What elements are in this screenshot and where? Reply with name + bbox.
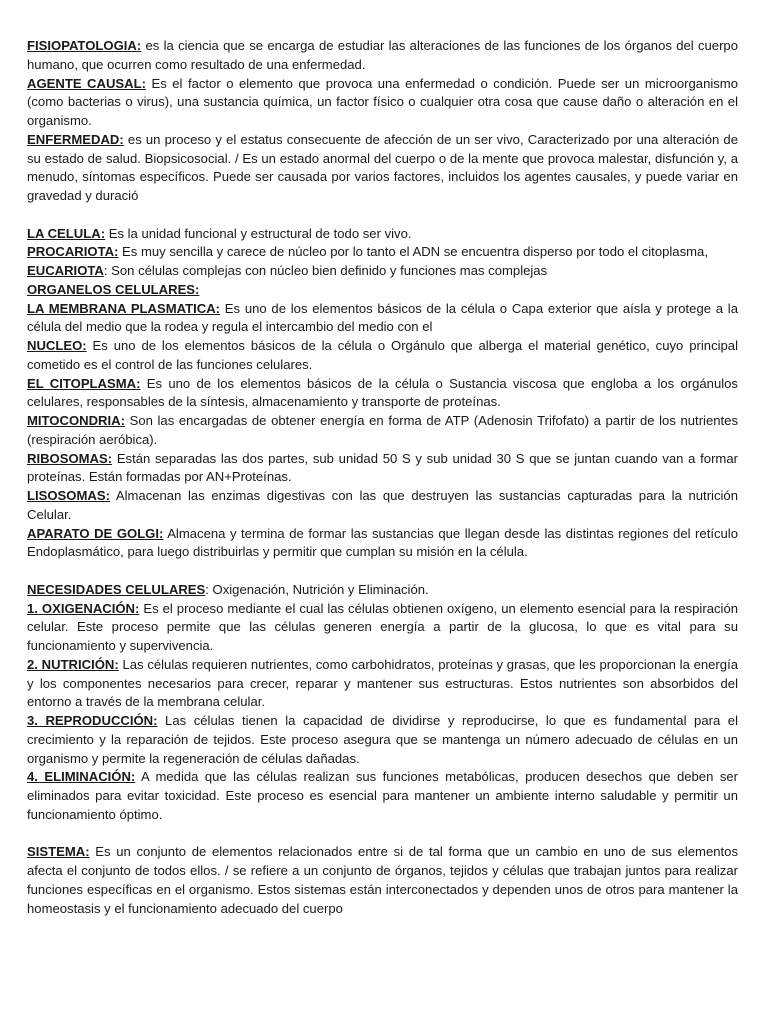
term-heading-agente-causal: AGENTE CAUSAL: bbox=[27, 75, 146, 91]
term-heading-citoplasma: EL CITOPLASMA: bbox=[27, 375, 141, 391]
paragraph-procariota bbox=[27, 243, 738, 262]
paragraph-aparato-de-golgi bbox=[27, 525, 738, 563]
term-heading-lisosomas: LISOSOMAS: bbox=[27, 488, 110, 503]
term-heading-mitocondria: MITOCONDRIA: bbox=[27, 413, 125, 428]
definition-text-membrana-plasmatica: Es uno de los elementos básicos de la célula o Capa exterior que aísla y protege a la célula del medio que la rodea y regula el intercambio del medio con el bbox=[27, 300, 738, 335]
paragraph-reproduccion bbox=[27, 712, 738, 768]
definition-text-agente-causal: Es el factor o elemento que provoca una enfermedad o condición. Puede ser un microorganismo (como bacterias o virus), una sustancia química, un factor físico o cualquier otra cosa que cause daño o alteración en el organismo. bbox=[27, 75, 738, 128]
term-heading-reproduccion: 3. REPRODUCCIÓN: bbox=[27, 713, 158, 728]
paragraph-lisosomas bbox=[27, 487, 738, 525]
definition-text-mitocondria: Son las encargadas de obtener energía en forma de ATP (Adenosin Trifofato) a partir de los nutrientes (respiración aeróbica). bbox=[27, 413, 738, 447]
definition-text-nucleo: Es uno de los elementos básicos de la célula o Orgánulo que alberga el material genético, cuyo principal cometido es el control de las funciones celulares. bbox=[27, 338, 738, 372]
paragraph-spacer bbox=[27, 562, 738, 581]
term-heading-la-celula: LA CELULA: bbox=[27, 225, 106, 241]
definition-text-la-celula: Es la unidad funcional y estructural de todo ser vivo. bbox=[105, 225, 412, 241]
document-body bbox=[27, 37, 738, 918]
paragraph-agente-causal bbox=[27, 75, 738, 131]
paragraph-nutricion bbox=[27, 656, 738, 712]
definition-text-enfermedad: es un proceso y el estatus consecuente de afección de un ser vivo, Caracterizado por una alteración de su estado de salud. Biopsicosocial. / Es un estado anormal del cuerpo o de la mente que provoca malestar, disfunción y, a menudo, síntomas específicos. Puede ser causada por varios factores, incluidos los agentes causales, y puede variar en gravedad y duració bbox=[27, 131, 738, 203]
paragraph-eliminacion bbox=[27, 768, 738, 824]
definition-text-sistema: Es un conjunto de elementos relacionados entre si de tal forma que un cambio en uno de sus elementos afecta el conjunto de todos ellos. / se refiere a un conjunto de órganos, tejidos y células que trabajan juntos para realizar funciones específicas en el organismo. Estos sistemas están interconectados y dependen unos de otros para mantener la homeostasis y el funcionamiento adecuado del cuerpo bbox=[27, 844, 738, 916]
paragraph-spacer bbox=[27, 825, 738, 844]
term-heading-enfermedad: ENFERMEDAD: bbox=[27, 131, 124, 147]
paragraph-oxigenacion bbox=[27, 600, 738, 656]
term-heading-nutricion: 2. NUTRICIÓN: bbox=[27, 656, 119, 672]
definition-text-lisosomas: Almacenan las enzimas digestivas con las que destruyen las sustancias capturadas para la nutrición Celular. bbox=[27, 488, 738, 522]
paragraph-sistema bbox=[27, 843, 738, 918]
definition-text-nutricion: Las células requieren nutrientes, como carbohidratos, proteínas y grasas, que les proporcionan la energía y los componentes necesarios para crecer, reparar y mantener sus estructuras. Estos nutrientes son absorbidos del entorno a través de la membrana celular. bbox=[27, 656, 738, 710]
definition-text-aparato-de-golgi: Almacena y termina de formar las sustancias que llegan desde las distintas regiones del retículo Endoplasmático, para luego distribuirlas y permitir que cumplan su misión en la célula. bbox=[27, 525, 738, 560]
term-heading-necesidades-celulares: NECESIDADES CELULARES bbox=[27, 581, 206, 597]
definition-text-procariota: Es muy sencilla y carece de núcleo por lo tanto el ADN se encuentra disperso por todo el citoplasma, bbox=[118, 244, 708, 260]
term-heading-nucleo: NUCLEO: bbox=[27, 338, 87, 353]
definition-text-fisiopatologia: es la ciencia que se encarga de estudiar las alteraciones de las funciones de los órganos del cuerpo humano, que ocurren como resultado de una enfermedad. bbox=[27, 38, 738, 72]
definition-text-oxigenacion: Es el proceso mediante el cual las células obtienen oxígeno, un elemento esencial para la respiración celular. Este proceso permite que las células generen energía a partir de la glucosa, lo que es vital para su funcionamiento y supervivencia. bbox=[27, 600, 739, 653]
term-heading-organelos-celulares: ORGANELOS CELULARES: bbox=[27, 281, 200, 297]
definition-text-eucariota: : Son células complejas con núcleo bien definido y funciones mas complejas bbox=[103, 263, 548, 278]
paragraph-fisiopatologia bbox=[27, 37, 738, 75]
definition-text-reproduccion: Las células tienen la capacidad de dividirse y reproducirse, lo que es fundamental para el crecimiento y la reparación de tejidos. Este proceso asegura que se mantenga un número adecuado de células en un organismo y permite la regeneración de células dañadas. bbox=[27, 713, 738, 766]
term-heading-eliminacion: 4. ELIMINACIÓN: bbox=[27, 769, 136, 785]
paragraph-organelos-celulares bbox=[27, 281, 738, 300]
paragraph-necesidades-celulares bbox=[27, 581, 738, 600]
term-heading-eucariota: EUCARIOTA bbox=[27, 263, 104, 278]
term-heading-membrana-plasmatica: LA MEMBRANA PLASMATICA: bbox=[27, 300, 221, 316]
definition-text-necesidades-celulares: : Oxigenación, Nutrición y Eliminación. bbox=[205, 581, 429, 597]
term-heading-ribosomas: RIBOSOMAS: bbox=[27, 450, 113, 466]
paragraph-membrana-plasmatica bbox=[27, 300, 738, 338]
definition-text-citoplasma: Es uno de los elementos básicos de la célula o Sustancia viscosa que engloba a los orgánulos celulares, responsables de la síntesis, almacenamiento y transporte de proteínas. bbox=[27, 375, 738, 410]
term-heading-sistema: SISTEMA: bbox=[27, 844, 90, 860]
paragraph-citoplasma bbox=[27, 375, 738, 413]
definition-text-ribosomas: Están separadas las dos partes, sub unidad 50 S y sub unidad 30 S que se juntan cuando van a formar proteínas. Están formadas por AN+Proteínas. bbox=[27, 450, 738, 485]
definition-text-eliminacion: A medida que las células realizan sus funciones metabólicas, producen desechos que deben ser eliminados para evitar toxicidad. Este proceso es esencial para mantener un ambiente interno saludable y permitir un funcionamiento óptimo. bbox=[27, 769, 739, 822]
term-heading-fisiopatologia: FISIOPATOLOGIA: bbox=[27, 38, 142, 53]
paragraph-nucleo bbox=[27, 337, 738, 375]
term-heading-aparato-de-golgi: APARATO DE GOLGI: bbox=[27, 525, 164, 541]
term-heading-oxigenacion: 1. OXIGENACIÓN: bbox=[27, 600, 140, 616]
paragraph-mitocondria bbox=[27, 412, 738, 450]
term-heading-procariota: PROCARIOTA: bbox=[27, 244, 119, 260]
paragraph-eucariota bbox=[27, 262, 738, 281]
paragraph-ribosomas bbox=[27, 450, 738, 488]
paragraph-la-celula bbox=[27, 225, 738, 244]
paragraph-enfermedad bbox=[27, 131, 738, 206]
paragraph-spacer bbox=[27, 206, 738, 225]
